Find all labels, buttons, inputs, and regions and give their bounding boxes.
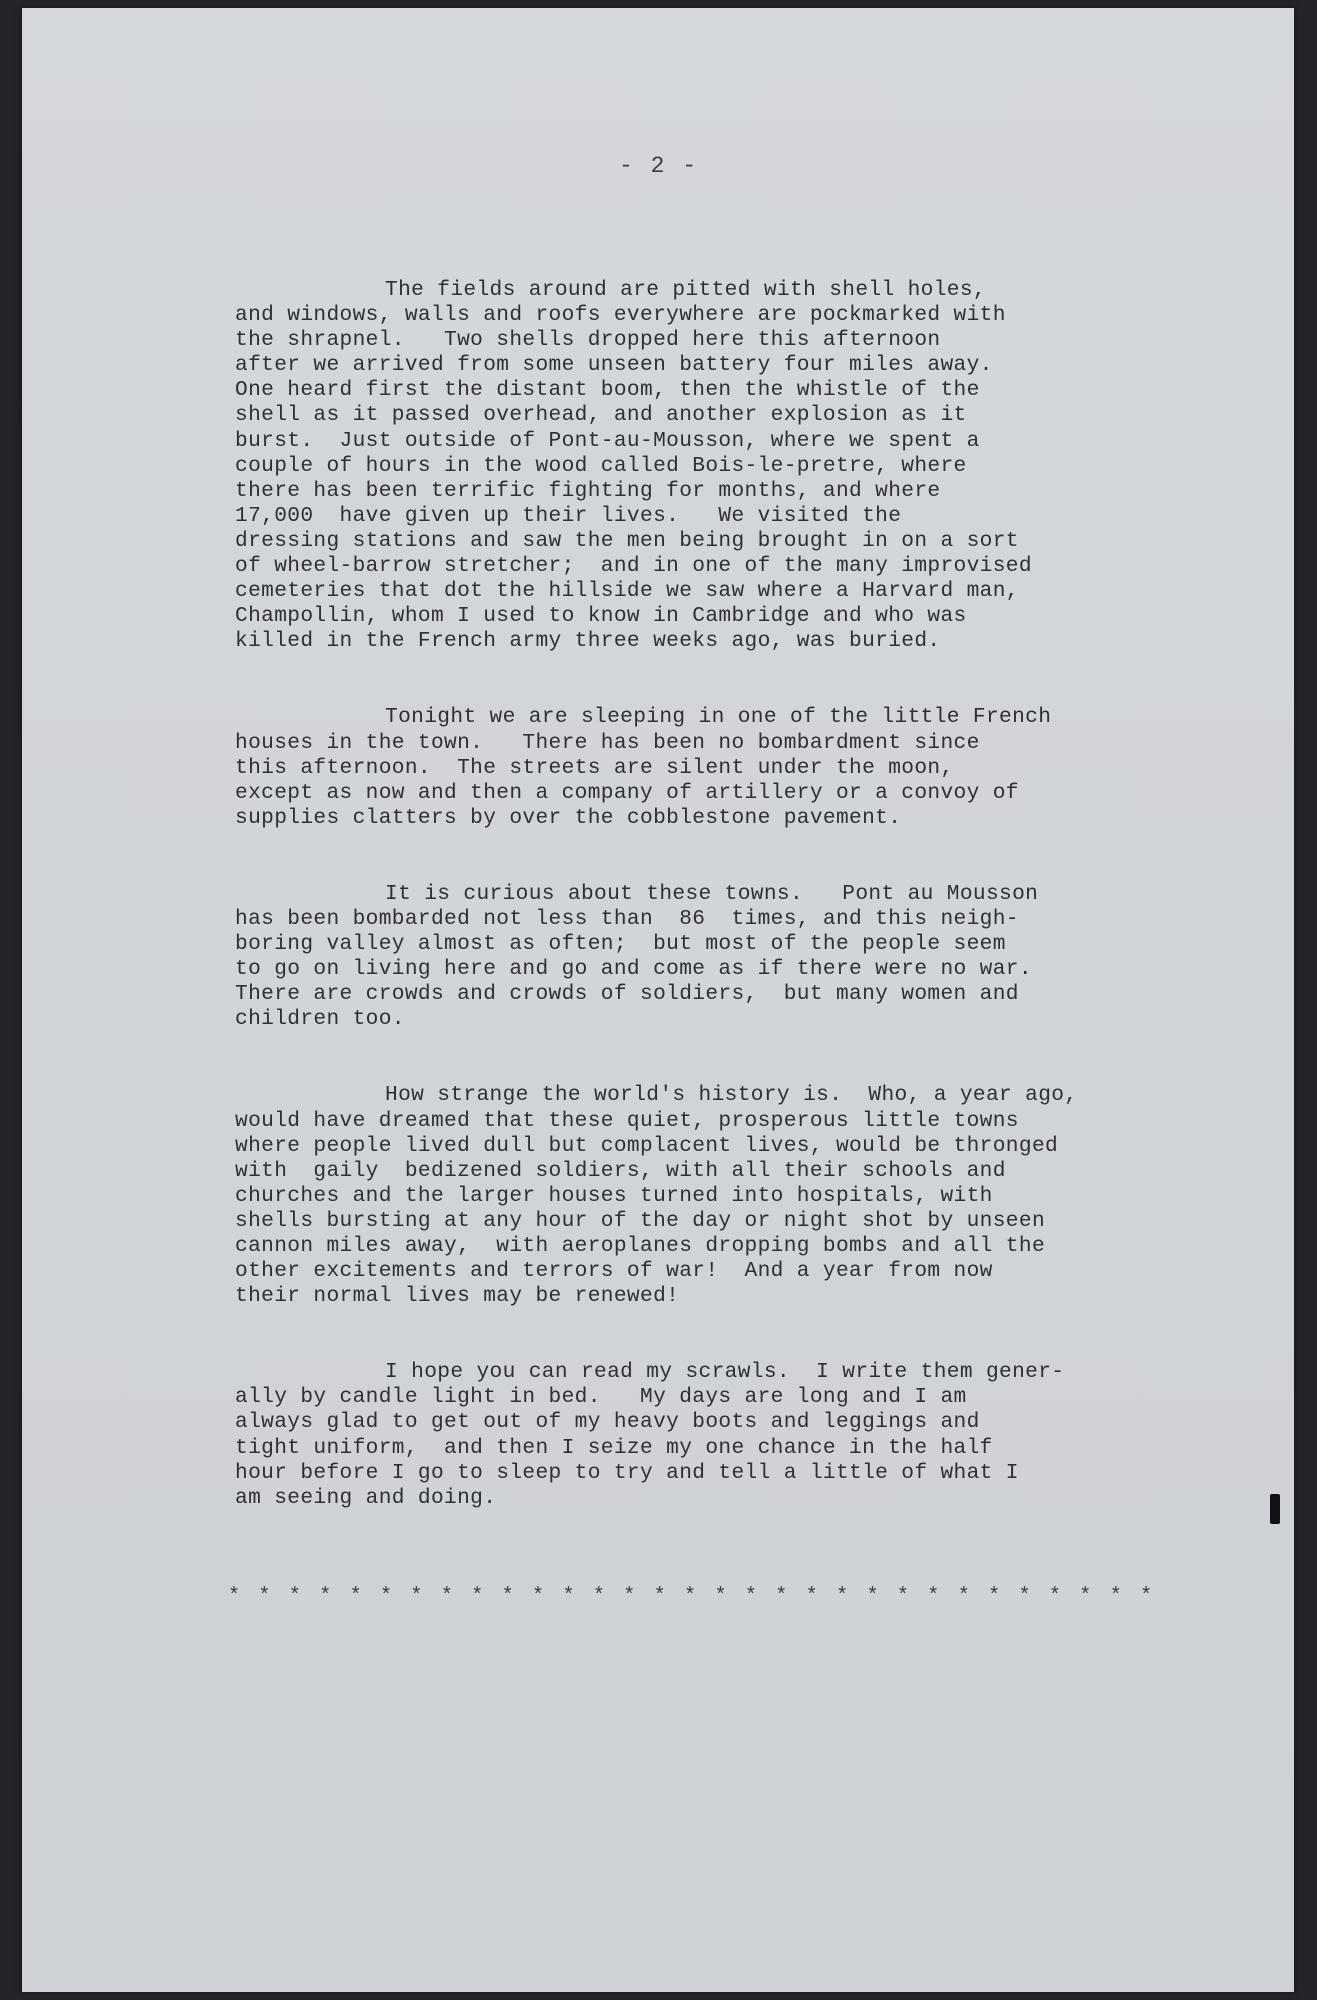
text-line: ally by candle light in bed. My days are long and I am [235,1385,967,1410]
text-line: always glad to get out of my heavy boots and leggings and [235,1410,980,1435]
text-line: couple of hours in the wood called Bois-le-pretre, where [235,453,967,478]
text-line: 17,000 have given up their lives. We visited the [235,503,902,528]
text-line: of wheel-barrow stretcher; and in one of the many improvised [235,554,1032,579]
text-line: The fields around are pitted with shell holes, [385,278,986,302]
text-line: other excitements and terrors of war! And a year from now [235,1259,993,1284]
paragraph-curious-towns [235,882,1235,1033]
text-line: and windows, walls and roofs everywhere are pockmarked with [235,303,1006,328]
text-line: burst. Just outside of Pont-au-Mousson, where we spent a [235,428,980,453]
text-line: houses in the town. There has been no bombardment since [235,730,980,755]
page-number: - 2 - [618,153,698,179]
text-line: has been bombarded not less than 86 times, and this neigh- [235,906,1019,931]
letter-body [235,278,1235,1562]
text-line: hour before I go to sleep to try and tell a little of what I [235,1460,1019,1485]
text-line: boring valley almost as often; but most of the people seem [235,932,1006,957]
text-line: How strange the world's history is. Who, a year ago, [385,1083,1078,1108]
paragraph-world-history [235,1083,1235,1309]
text-line: It is curious about these towns. Pont au Mousson [385,881,1039,906]
text-line: tight uniform, and then I seize my one chance in the half [235,1435,993,1460]
text-line: the shrapnel. Two shells dropped here this afternoon [235,328,941,353]
asterisk-separator: * * * * * * * * * * * * * * * * * * * * * * * * * * * * * * * [228,1585,1156,1608]
text-line: their normal lives may be renewed! [235,1284,680,1309]
paragraph-tonight [235,705,1235,830]
text-line: I hope you can read my scrawls. I write them gener- [385,1360,1065,1385]
text-line: except as now and then a company of artillery or a convoy of [235,780,1019,805]
text-line: where people lived dull but complacent lives, would be thronged [235,1133,1059,1158]
text-line: after we arrived from some unseen battery four miles away. [235,353,993,378]
text-line: One heard first the distant boom, then the whistle of the [235,378,980,403]
text-line: would have dreamed that these quiet, prosperous little towns [235,1108,1019,1133]
text-line: supplies clatters by over the cobblestone pavement. [235,805,902,830]
text-line: with gaily bedizened soldiers, with all their schools and [235,1158,1006,1183]
text-line: children too. [235,1007,405,1032]
text-line: dressing stations and saw the men being brought in on a sort [235,528,1019,553]
text-line: there has been terrific fighting for months, and where [235,478,941,503]
text-line: this afternoon. The streets are silent under the moon, [235,755,954,780]
text-line: cemeteries that dot the hillside we saw where a Harvard man, [235,579,1019,604]
text-line: shell as it passed overhead, and another explosion as it [235,403,967,428]
paragraph-scrawls [235,1360,1235,1511]
page-edge-tab [1270,1494,1280,1524]
text-line: killed in the French army three weeks ago, was buried. [235,629,941,654]
text-line: to go on living here and go and come as if there were no war. [235,957,1032,982]
text-line: shells bursting at any hour of the day or night shot by unseen [235,1208,1046,1233]
text-line: Tonight we are sleeping in one of the little French [385,705,1052,730]
text-line: churches and the larger houses turned into hospitals, with [235,1183,993,1208]
text-line: Champollin, whom I used to know in Cambridge and who was [235,604,967,629]
paragraph-shell-holes [235,278,1235,654]
text-line: There are crowds and crowds of soldiers, but many women and [235,982,1019,1007]
text-line: cannon miles away, with aeroplanes dropping bombs and all the [235,1234,1046,1258]
text-line: am seeing and doing. [235,1485,497,1510]
